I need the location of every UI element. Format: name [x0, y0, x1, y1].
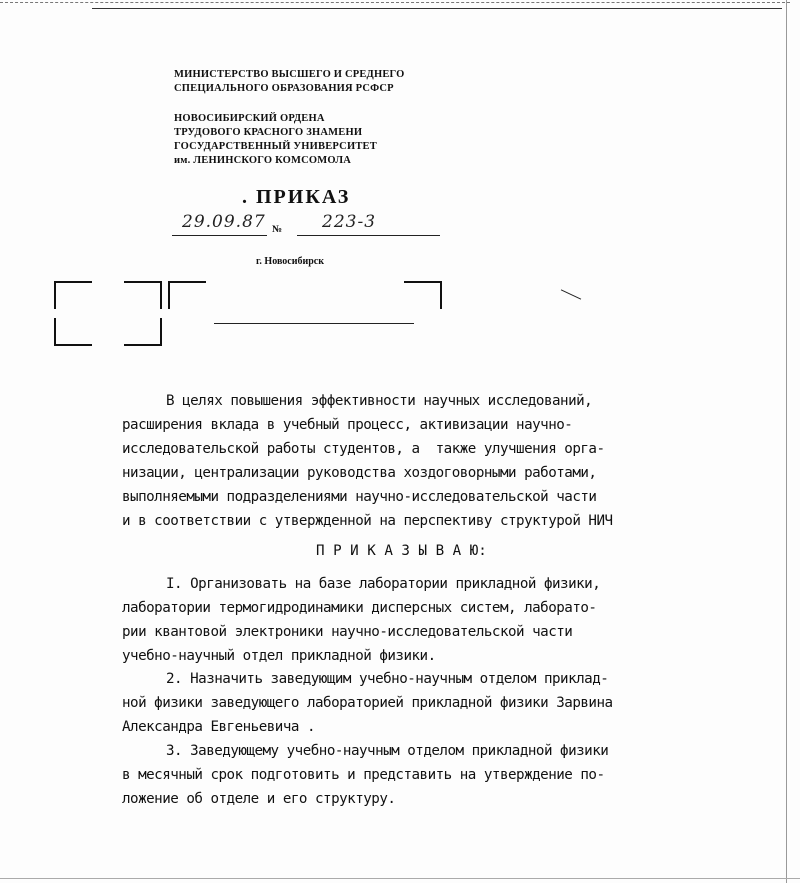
scan-edge-top	[0, 2, 790, 3]
item2-line: Александра Евгеньевича .	[122, 719, 315, 735]
order-number: 223-3	[322, 212, 377, 232]
scan-edge-bottom	[0, 878, 800, 879]
university-line: им. ЛЕНИНСКОГО КОМСОМОЛА	[174, 155, 352, 166]
item1-line: рии квантовой электроники научно-исследовательской части	[122, 624, 573, 640]
intro-line: выполняемыми подразделениями научно-исследовательской части	[122, 489, 597, 505]
city-label: г. Новосибирск	[256, 256, 324, 267]
scan-mark	[561, 289, 581, 299]
university-header	[174, 112, 377, 168]
item3-line: в месячный срок подготовить и представить на утверждение по-	[122, 767, 605, 783]
scan-rule-top	[92, 8, 782, 9]
university-line: ГОСУДАРСТВЕННЫЙ УНИВЕРСИТЕТ	[174, 141, 377, 152]
ministry-line: МИНИСТЕРСТВО ВЫСШЕГО И СРЕДНЕГО	[174, 69, 405, 80]
corner-bracket	[404, 281, 442, 309]
university-line: НОВОСИБИРСКИЙ ОРДЕНА	[174, 113, 325, 124]
corner-bracket	[54, 318, 92, 346]
intro-line: низации, централизации руководства хоздоговорными работами,	[122, 465, 597, 481]
corner-bracket	[54, 281, 92, 309]
intro-line: исследовательской работы студентов, а также улучшения орга-	[122, 441, 605, 457]
corner-bracket	[124, 318, 162, 346]
item1-line: лаборатории термогидродинамики дисперсных систем, лаборато-	[122, 600, 597, 616]
intro-line: В целях повышения эффективности научных исследований,	[166, 393, 593, 409]
intro-line: расширения вклада в учебный процесс, активизации научно-	[122, 417, 573, 433]
number-underline	[297, 235, 440, 236]
ministry-header	[174, 68, 405, 96]
item3-line: 3. Заведующему учебно-научным отделом прикладной физики	[166, 743, 609, 759]
intro-line: и в соответствии с утвержденной на перспективу структурой НИЧ	[122, 513, 613, 529]
corner-bracket	[168, 281, 206, 309]
item2-line: ной физики заведующего лабораторией прикладной физики Зарвина	[122, 695, 613, 711]
item3-line: ложение об отделе и его структуру.	[122, 791, 396, 807]
university-line: ТРУДОВОГО КРАСНОГО ЗНАМЕНИ	[174, 127, 363, 138]
item2-line: 2. Назначить заведующим учебно-научным отделом приклад-	[166, 671, 609, 687]
subject-line	[214, 323, 414, 324]
number-sign: №	[272, 224, 283, 235]
item1-line: I. Организовать на базе лаборатории прикладной физики,	[166, 576, 601, 592]
date-underline	[172, 235, 267, 236]
ministry-line: СПЕЦИАЛЬНОГО ОБРАЗОВАНИЯ РСФСР	[174, 83, 394, 94]
date-number-row	[172, 212, 442, 238]
order-word: П Р И К А З Ы В А Ю:	[316, 543, 487, 559]
corner-bracket	[124, 281, 162, 309]
order-title: . ПРИКАЗ	[242, 186, 351, 208]
item1-line: учебно-научный отдел прикладной физики.	[122, 648, 436, 664]
order-date: 29.09.87	[182, 212, 266, 232]
scan-edge-right	[786, 0, 787, 883]
